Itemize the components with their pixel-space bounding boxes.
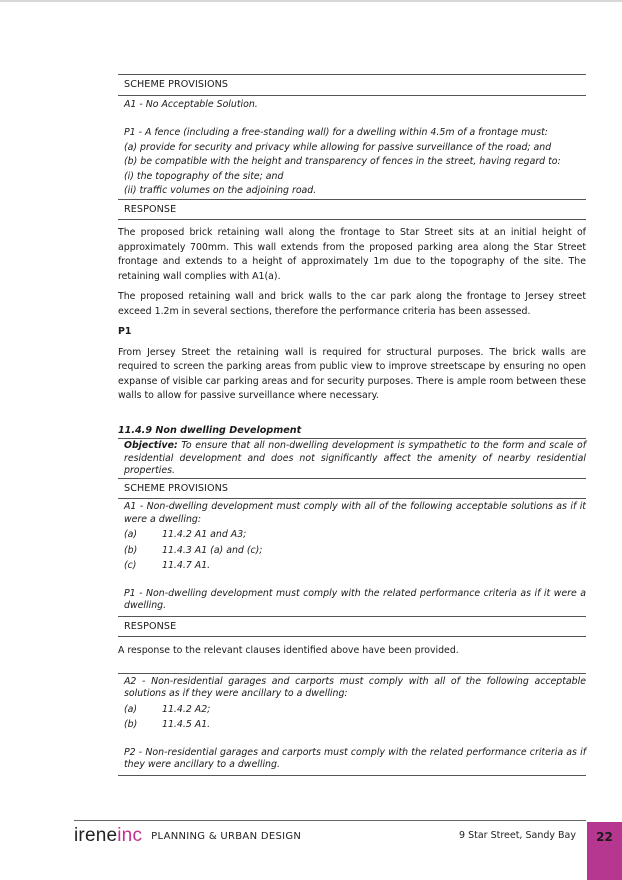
response-heading: RESPONSE — [124, 203, 177, 215]
top-border — [0, 0, 622, 2]
objective-text: To ensure that all non-dwelling development is sympathetic to the form and scale of residential development and does not significantly affect the amenity of nearby residential properties. — [124, 440, 586, 476]
response-paragraph: A response to the relevant clauses identified above have been provided. — [118, 645, 459, 656]
p2-text: P2 - Non-residential garages and carports must comply with the related performance criteria as if they were ancillary to a dwelling. — [124, 746, 586, 770]
site-address: 9 Star Street, Sandy Bay — [459, 830, 576, 841]
company-tagline: PLANNING & URBAN DESIGN — [151, 830, 302, 842]
objective-label: Objective: — [124, 440, 178, 451]
p1-line: (i) the topography of the site; and — [124, 170, 284, 182]
scheme-provisions-heading: SCHEME PROVISIONS — [124, 79, 229, 90]
company-logo: ireneinc — [74, 825, 143, 846]
objective — [118, 439, 586, 478]
list-item: (b) 11.4.5 A1. — [124, 719, 211, 730]
document-body — [118, 74, 586, 776]
list-item: (a) 11.4.2 A1 and A3; — [124, 529, 247, 540]
p1-line: (b) be compatible with the height and transparency of fences in the street, having regard to: — [124, 156, 561, 167]
response-paragraph: From Jersey Street the retaining wall is required for structural purposes. The brick walls are required to screen the parking areas from public view to improve streetscape by ensuring no open expanse of visible car parking areas and for security purposes. There is ample room between these walls to allow for passive surveillance where necessary. — [118, 346, 586, 401]
list-item: (c) 11.4.7 A1. — [124, 560, 211, 571]
footer-divider — [74, 820, 586, 821]
list-item: (b) 11.4.3 A1 (a) and (c); — [124, 544, 263, 556]
response-paragraph: The proposed brick retaining wall along the frontage to Star Street sits at an initial height of approximately 700mm. This wall extends from the proposed parking area along the Star Street frontage and extends to a height of approximately 1m due to the topography of the site. The retaining wall complies with A1(a). — [118, 227, 586, 282]
p1-line: (ii) traffic volumes on the adjoining road. — [124, 185, 317, 196]
a2-text: A2 - Non-residential garages and carports must comply with all of the following acceptable solutions as if they were ancillary to a dwelling: — [124, 675, 586, 699]
response-heading: RESPONSE — [124, 620, 177, 632]
p1-line: (a) provide for security and privacy while allowing for passive surveillance of the road; and — [124, 141, 552, 153]
response-paragraph: The proposed retaining wall and brick walls to the car park along the frontage to Jersey street exceed 1.2m in several sections, therefore the performance criteria has been assessed. — [118, 291, 586, 317]
p1-heading: P1 — [118, 326, 132, 337]
footer — [74, 824, 301, 848]
section-title: 11.4.9 Non dwelling Development — [118, 424, 302, 436]
scheme-provisions-heading: SCHEME PROVISIONS — [124, 482, 229, 494]
p1-text: P1 - Non-dwelling development must comply with the related performance criteria as if it were a dwelling. — [124, 587, 586, 611]
a1-text: A1 - No Acceptable Solution. — [124, 98, 258, 110]
p1-line: P1 - A fence (including a free-standing wall) for a dwelling within 4.5m of a frontage must: — [124, 127, 548, 138]
page-number: 22 — [596, 830, 613, 844]
a1-text: A1 - Non-dwelling development must comply with all of the following acceptable solutions as if it were a dwelling: — [124, 501, 586, 525]
list-item: (a) 11.4.2 A2; — [124, 703, 211, 715]
